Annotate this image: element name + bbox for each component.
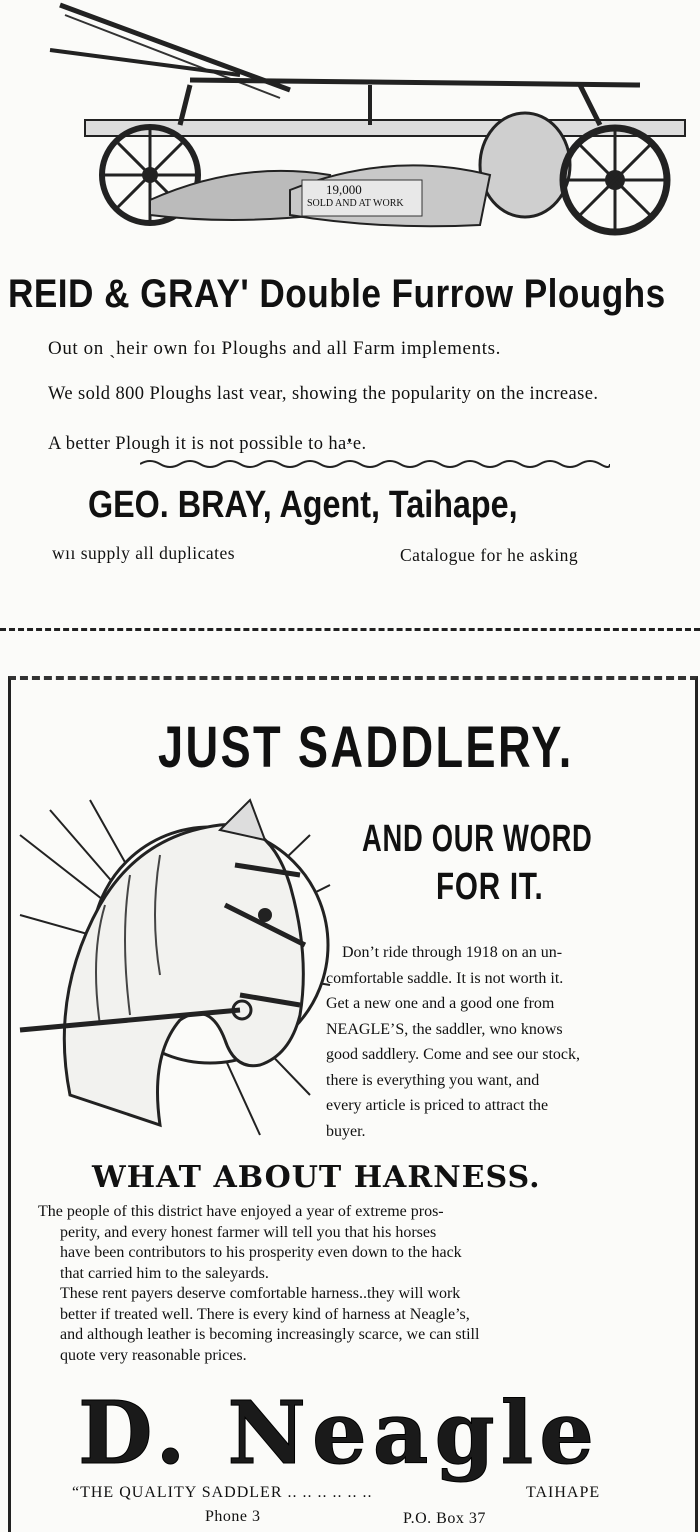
- harness-line: better if treated well. There is every kind of harness at Neagle’s,: [60, 1305, 470, 1323]
- harness-line: quote very reasonable prices.: [60, 1346, 247, 1364]
- harness-line: that carried him to the saleyards.: [60, 1264, 269, 1282]
- body-line: good saddlery. Come and see our stock,: [326, 1046, 581, 1063]
- body-line: buyer.: [326, 1122, 366, 1140]
- harness-line: have been contributors to his prosperity even down to the hack: [60, 1244, 462, 1261]
- ad2-headline: JUST SADDLERY.: [158, 715, 574, 780]
- ad2-pobox: P.O. Box 37: [403, 1510, 486, 1527]
- plough-plate-caption: SOLD AND AT WORK: [307, 198, 404, 209]
- body-line: there is everything you want, and: [326, 1071, 540, 1089]
- ad2-tagline-right: TAIHAPE: [526, 1484, 601, 1501]
- plough-plate-number: 19,000: [326, 182, 362, 197]
- harness-line: These rent payers deserve comfortable harness..they will work: [60, 1285, 461, 1302]
- ad1-headline: REID & GRAY' Double Furrow Ploughs: [8, 272, 666, 316]
- ad2-subhead-1: AND OUR WORD: [362, 818, 593, 860]
- ad2-harness-heading: WHAT ABOUT HARNESS.: [92, 1160, 541, 1195]
- horse-head-illustration: [10, 795, 335, 1145]
- body-line: comfortable saddle. It is not worth it.: [326, 969, 564, 987]
- plough-illustration: [40, 0, 700, 240]
- ad2-body: [326, 940, 660, 1144]
- body-line: Don’t ride through 1918 on an un-: [342, 944, 563, 961]
- ad2-tagline-left: “THE QUALITY SADDLER .. .. .. .. .. ..: [72, 1484, 373, 1501]
- ad2-brand: D. Neagle: [78, 1383, 600, 1484]
- harness-line: perity, and every honest farmer will tell you that his horses: [60, 1223, 437, 1241]
- body-line: every article is priced to attract the: [326, 1097, 549, 1114]
- column-divider: [0, 628, 700, 631]
- ad2-phone: Phone 3: [205, 1508, 261, 1525]
- harness-line: The people of this district have enjoyed a year of extreme pros-: [38, 1203, 444, 1220]
- harness-line: and although leather is becoming increasingly scarce, we can still: [60, 1326, 480, 1343]
- ad1-line2: We sold 800 Ploughs last vear, showing the popularity on the increase.: [48, 384, 599, 404]
- body-line: NEAGLE’S, the saddler, wno knows: [326, 1020, 563, 1038]
- ad1-footer-right: Catalogue for he asking: [400, 545, 579, 565]
- ornamental-wave-rule: [140, 455, 610, 467]
- ad1-line1: Out on ˏheir own foı Ploughs and all Farm implements.: [48, 338, 501, 359]
- ad2-harness-body: [38, 1202, 642, 1366]
- ad1-footer-left: wıı supply all duplicates: [52, 543, 236, 563]
- ad2-subhead-2: FOR IT.: [436, 866, 544, 908]
- body-line: Get a new one and a good one from: [326, 995, 555, 1012]
- ad1-agent: GEO. BRAY, Agent, Taihape,: [88, 484, 518, 526]
- ad1-line3: A better Plough it is not possible to haᵜe.: [48, 434, 367, 454]
